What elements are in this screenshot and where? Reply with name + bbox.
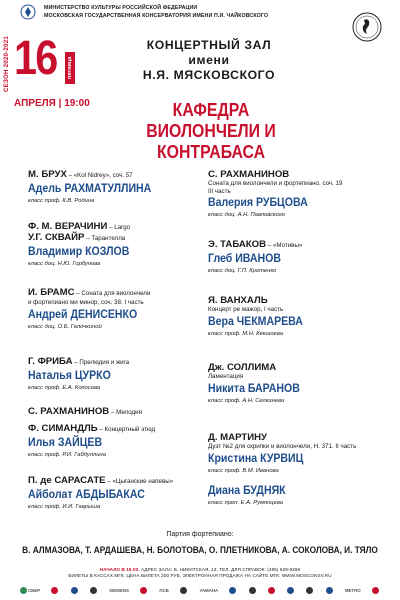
program-entry: [208, 296, 388, 338]
performer-name: Диана БУДНЯК: [208, 482, 286, 497]
piano-accompanists: В. АЛМАЗОВА, Т. АРДАШЕВА, Н. БОЛОТОВА, О. ПЛЕТНИКОВА, А. СОКОЛОВА, И. ТЯЛО: [22, 545, 378, 555]
work-detail: и фортепиано ми минор, соч. 38. I часть: [28, 299, 144, 306]
sponsor-logo: [51, 587, 59, 594]
teacher-class: класс доц. Г.П. Кротенко: [208, 268, 277, 274]
work-detail: Ламентация: [208, 373, 244, 380]
start-time-label: НАЧАЛО В 19.00.: [99, 567, 140, 572]
work-title: – Соната для виолончели: [74, 290, 151, 297]
work-title: – «Kol Nidrey», соч. 57: [66, 172, 133, 179]
sponsor-logo: [71, 587, 79, 594]
work-title: – Largo: [107, 224, 131, 231]
performer-name: Вера ЧЕКМАРЕВА: [208, 313, 303, 328]
work-title: – «Мотивы»: [266, 242, 303, 249]
teacher-class: класс преп. Е.А. Румянцева: [208, 499, 283, 506]
sponsor-logo-icon: [71, 587, 78, 594]
sponsor-logos: [20, 584, 380, 596]
department-title: [100, 100, 322, 163]
sponsor-logo: [140, 587, 148, 594]
sponsor-psb: ПСБ: [159, 587, 169, 593]
sponsor-logo: [180, 587, 188, 594]
program-entry: [28, 288, 208, 331]
work-detail: Концерт ре мажор, I часть: [208, 306, 284, 313]
performer-name: Валерия РУБЦОВА: [208, 195, 308, 209]
sponsor-logo: [306, 587, 314, 594]
concert-month: АПРЕЛЯ: [14, 98, 56, 109]
sponsor-logo-icon: [229, 587, 236, 594]
composer: Э. ТАБАКОВ: [208, 239, 267, 250]
sponsor-logo: [229, 587, 237, 594]
sponsor-logo-icon: [51, 587, 58, 594]
program-entry: [208, 363, 388, 405]
sponsor-logo-icon: [140, 587, 147, 594]
sponsor-logo-icon: [326, 587, 333, 594]
sponsor-logo-icon: [306, 587, 313, 594]
program-entry: [208, 433, 388, 507]
composer: Д. МАРТИНУ: [208, 432, 268, 443]
work-title: – Прелюдия и жига: [72, 359, 130, 366]
work-title: – Мелодия: [109, 409, 142, 416]
performer-name: Илья ЗАЙЦЕВ: [28, 435, 103, 449]
concert-weekday: пятница: [65, 52, 75, 84]
composer: С. РАХМАНИНОВ: [28, 406, 110, 417]
composer: Ф. СИМАНДЛЬ: [28, 423, 98, 434]
sponsor-logo: [326, 587, 334, 594]
performer-name: Наталья ЦУРКО: [28, 368, 111, 382]
performer-name: Никита БАРАНОВ: [208, 380, 300, 395]
composer: Г. ФРИБА: [28, 356, 73, 367]
teacher-class: класс проф. М.Н. Кекшоева: [208, 330, 283, 337]
performer-name: Владимир КОЗЛОВ: [28, 244, 130, 258]
concert-time: 19:00: [64, 98, 90, 109]
sponsor-siemens: SIEMENS: [109, 587, 129, 593]
conservatory-line: МОСКОВСКАЯ ГОСУДАРСТВЕННАЯ КОНСЕРВАТОРИЯ ИМЕНИ П.И. ЧАЙКОВСКОГО: [44, 12, 269, 19]
work-detail: Соната для виолончели и фортепиано, соч. 19: [208, 180, 343, 187]
venue-info: [0, 567, 400, 579]
teacher-class: класс доц. О.Б. Галочкиной: [28, 323, 102, 330]
performer-name: Андрей ДЕНИСЕНКО: [28, 306, 138, 321]
sponsor-logo-icon: [287, 587, 294, 594]
hall-line-1: КОНЦЕРТНЫЙ ЗАЛ: [146, 38, 272, 52]
hall-line-3: Н.Я. МЯСКОВСКОГО: [142, 68, 276, 82]
performer-name: Кристина КУРВИЦ: [208, 450, 304, 465]
program-entry: [28, 222, 208, 268]
composer: М. БРУХ: [28, 169, 67, 180]
conservatory-emblem-icon: [352, 12, 382, 42]
program-entry: [28, 357, 208, 392]
sponsor-logo-icon: [249, 587, 256, 594]
performer-name: Айболат АБДЫБАКАС: [28, 487, 145, 501]
teacher-class: класс доц. Н.Ю. Горбунова: [28, 261, 101, 267]
sponsor-logo: [249, 587, 257, 594]
sponsor-logo: [372, 587, 380, 594]
teacher-class: класс проф. Р.И. Габдуллина: [28, 452, 106, 458]
composer: И. БРАМС: [28, 287, 75, 298]
sber-logo-icon: [20, 587, 27, 594]
sponsor-logo-icon: [268, 587, 275, 594]
work-title: – «Цыганские напевы»: [105, 478, 174, 485]
program-entry: [208, 170, 388, 219]
work-title: – Концертный этюд: [97, 426, 156, 433]
composer: Я. ВАНХАЛЬ: [208, 295, 268, 306]
teacher-class: класс доц. А.Н. Павловского: [208, 212, 286, 218]
sponsor-logo-icon: [372, 587, 379, 594]
sponsor-metro: METRO: [344, 587, 361, 593]
composer: Дж. СОЛЛИМА: [208, 362, 277, 373]
work-detail: Дуэт №2 для скрипки и виолончели, H. 371. II часть: [208, 443, 357, 450]
sponsor-logo-icon: [180, 587, 187, 594]
program-entry: [28, 476, 208, 511]
sponsor-logo: [268, 587, 276, 594]
sponsor-yamaha: YAMAHA: [199, 587, 219, 593]
performer-name: Адель РАХМАТУЛЛИНА: [28, 181, 152, 195]
hall-line-2: имени: [188, 53, 230, 67]
department-line-1: КАФЕДРА: [172, 100, 250, 120]
ministry-header: [44, 5, 344, 20]
teacher-class: класс проф. К.В. Родина: [28, 198, 95, 204]
sponsor-logo-icon: [90, 587, 97, 594]
venue-address: АДРЕС ЗАЛА: Б. НИКИТСКАЯ, 13. ТЕЛ. ДЛЯ СПРАВОК: (495) 629-9368: [141, 567, 301, 572]
concert-day: 16: [14, 32, 57, 85]
concert-month-time: АПРЕЛЯ | 19:00: [14, 98, 90, 109]
ministry-line: МИНИСТЕРСТВО КУЛЬТУРЫ РОССИЙСКОЙ ФЕДЕРАЦИИ: [44, 5, 198, 11]
hall-title: [124, 38, 294, 83]
teacher-class: класс проф. А.Н. Селезнева: [208, 397, 285, 404]
season-label: СЕЗОН 2020-2021: [3, 36, 10, 92]
teacher-class: класс проф. И.И. Гаврыша: [28, 504, 101, 510]
composer: У.Г. СКВАЙР: [28, 232, 85, 243]
teacher-class: класс проф. Е.А. Колосова: [28, 385, 101, 391]
program-entry: [28, 170, 208, 205]
program-entry: [28, 407, 208, 459]
composer: П. де САРАСАТЕ: [28, 475, 106, 486]
work-title: – Тарантелла: [84, 235, 126, 242]
sponsor-logo: [287, 587, 295, 594]
composer: С. РАХМАНИНОВ: [208, 169, 290, 180]
ticket-info: БИЛЕТЫ В КАССАХ МГК. ЦЕНА БИЛЕТА 200 РУБ. ЭЛЕКТРОННАЯ ПРОДАЖА НА САЙТЕ МГК: WWW.MOSCONSV.RU: [68, 573, 332, 578]
composer: Ф. М. ВЕРАЧИНИ: [28, 221, 108, 232]
work-detail: III часть: [208, 187, 231, 195]
piano-accompaniment-title: Партия фортепиано:: [166, 531, 234, 538]
sponsor-sber: СБЕР: [20, 587, 40, 594]
department-line-2: ВИОЛОНЧЕЛИ И КОНТРАБАСА: [146, 121, 276, 162]
performer-name: Глеб ИВАНОВ: [208, 251, 282, 265]
sponsor-logo: [90, 587, 98, 594]
ministry-emblem-icon: [20, 4, 36, 20]
program-entry: [208, 240, 388, 275]
teacher-class: класс проф. В.М. Иванова: [208, 467, 279, 474]
